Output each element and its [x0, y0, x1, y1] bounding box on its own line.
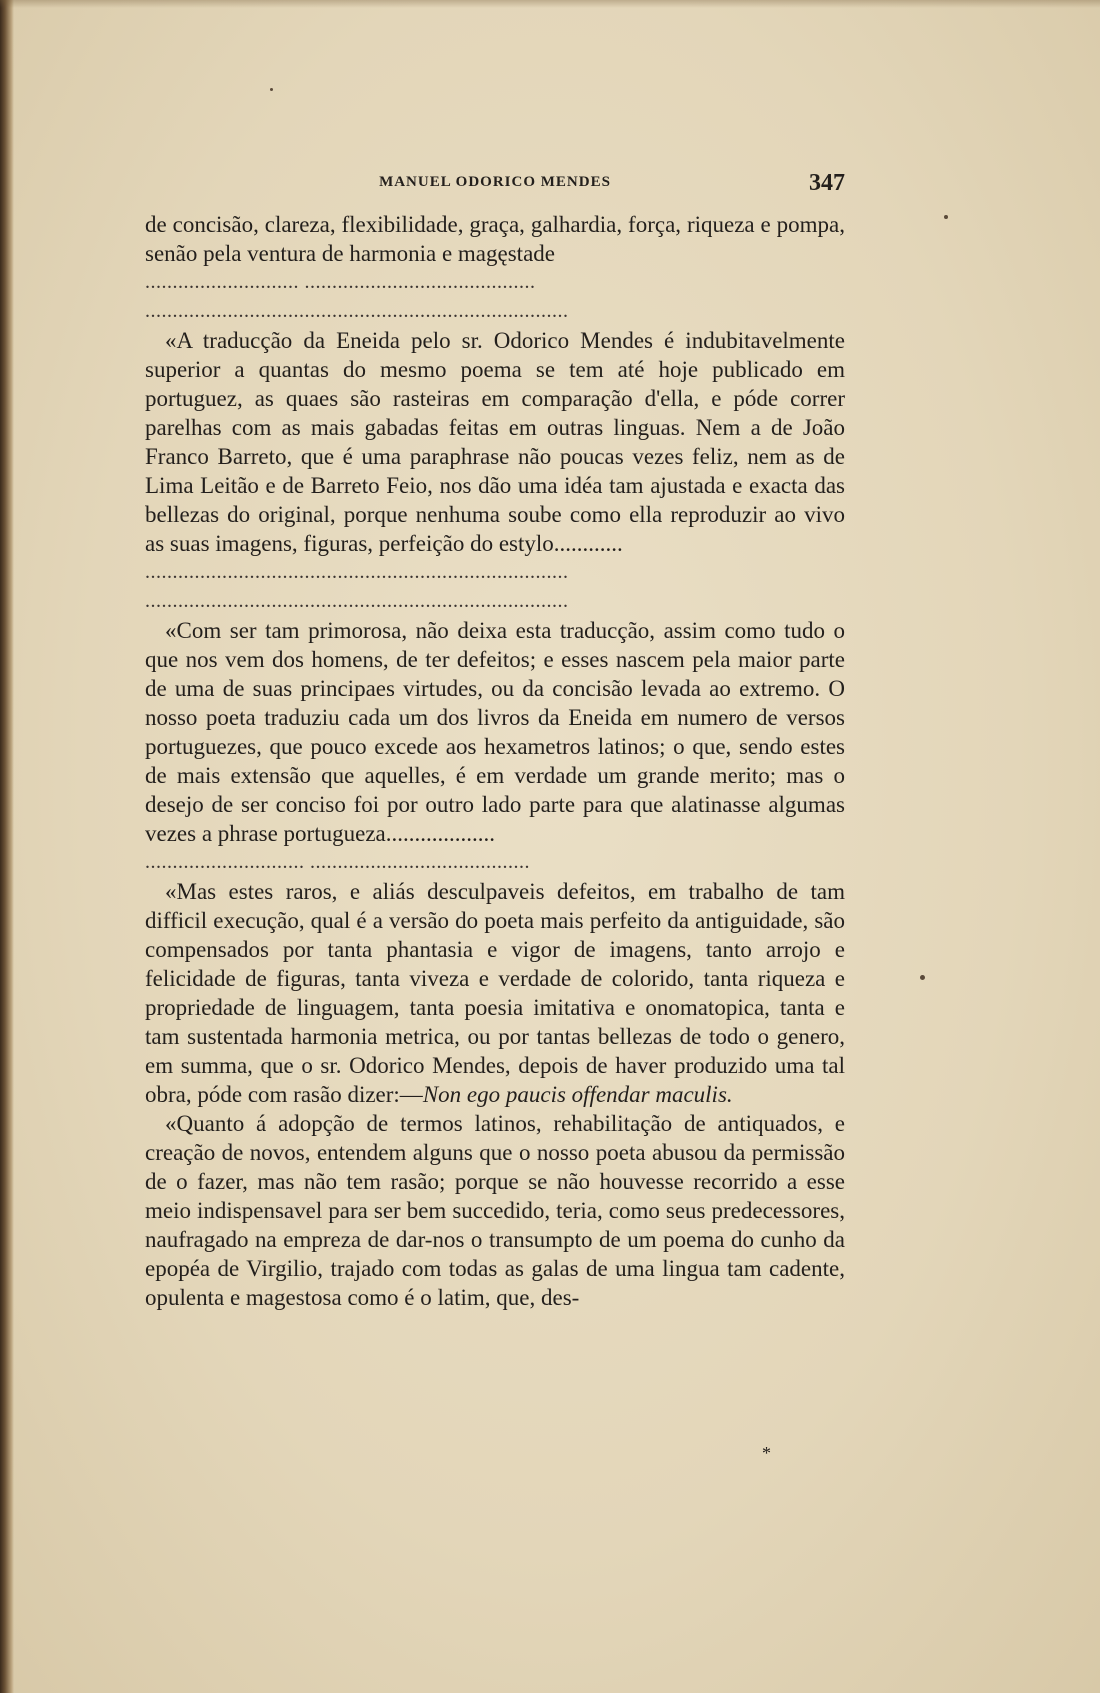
paragraph-4-text: «Mas estes raros, e aliás desculpaveis defeitos, em trabalho de tam difficil execução, qual é a versão do poeta mais perfeito da antiguidade, são compensados por tanta phantasia e vigor de imagens, tanto arrojo e felicidade de figuras, tanta viveza e verdade de colorido, tanta riqueza e propriedade de linguagem, tanta poesia imitativa e onomatopica, tanta e tam sustentada harmonia metrica, ou por tantas bellezas de todo o genero, em summa, que o sr. Odorico Mendes, depois de haver produzido uma tal obra, póde com rasão dizer:— — [145, 879, 845, 1107]
ellipsis-line-1: ............................ .......................................... — [145, 271, 536, 293]
paragraph-1: de concisão, clareza, flexibilidade, graça, galhardia, força, riqueza e pompa, senão pela ventura de harmonia e magęstade — [145, 212, 845, 266]
ellipsis-line-5: ............................. ........................................ — [145, 851, 530, 873]
paper-speck — [920, 975, 925, 980]
ellipsis-line-2: ............................................................................. — [145, 300, 569, 322]
paragraph-5: «Quanto á adopção de termos latinos, rehabilitação de antiquados, e creação de novos, entendem alguns que o nosso poeta abusou da permissão de o fazer, mas não tem rasão; porque se não houvesse recorrido a esse meio indispensavel para ser bem succedido, teria, como seus predecessores, naufragado na empreza de dar-nos o transumpto de um poema do cunho da epopéa de Virgilio, trajado com todas as galas de uma lingua tam cadente, opulenta e magestosa como é o latim, que, des- — [145, 1111, 845, 1310]
page-binding-edge — [0, 0, 14, 1693]
running-head: MANUEL ODORICO MENDES — [379, 174, 611, 190]
ellipsis-line-4: ............................................................................. — [145, 590, 569, 612]
page-number: 347 — [809, 170, 845, 196]
signature-mark: * — [762, 1443, 771, 1463]
latin-quote: Non ego paucis offendar maculis. — [422, 1082, 733, 1107]
paragraph-2: «A traducção da Eneida pelo sr. Odorico Mendes é indubitavelmente superior a quantas do mesmo poema se tem até hoje publicado em portuguez, as quaes são rasteiras em comparação d'ella, e póde correr parelhas com as mais gabadas feitas em outras linguas. Nem a de João Franco Barreto, que é uma paraphrase não poucas vezes feliz, nem as de Lima Leitão e de Barreto Feio, nos dão uma idéa tam ajustada e exacta das bellezas do original, porque nenhuma soube como ella reproduzir ao vivo as suas imagens, figuras, perfeição do estylo............ — [145, 328, 845, 556]
page-header — [145, 170, 845, 200]
paragraph-3: «Com ser tam primorosa, não deixa esta traducção, assim como tudo o que nos vem dos homens, de ter defeitos; e esses nascem pela maior parte de uma de suas principaes virtudes, ou da concisão levada ao extremo. O nosso poeta traduziu cada um dos livros da Eneida em numero de versos portuguezes, que pouco excede aos hexametros latinos; o que, sendo estes de mais extensão que aquelles, é em verdade um grande merito; mas o desejo de ser conciso foi por outro lado parte para que alatinasse algumas vezes a phrase portugueza................... — [145, 618, 845, 846]
body-text — [145, 210, 845, 1312]
paragraph-4 — [145, 877, 845, 1109]
paper-speck — [944, 215, 948, 219]
page-top-edge — [0, 0, 1100, 8]
ellipsis-line-3: ............................................................................. — [145, 561, 569, 583]
paper-speck — [270, 88, 273, 91]
